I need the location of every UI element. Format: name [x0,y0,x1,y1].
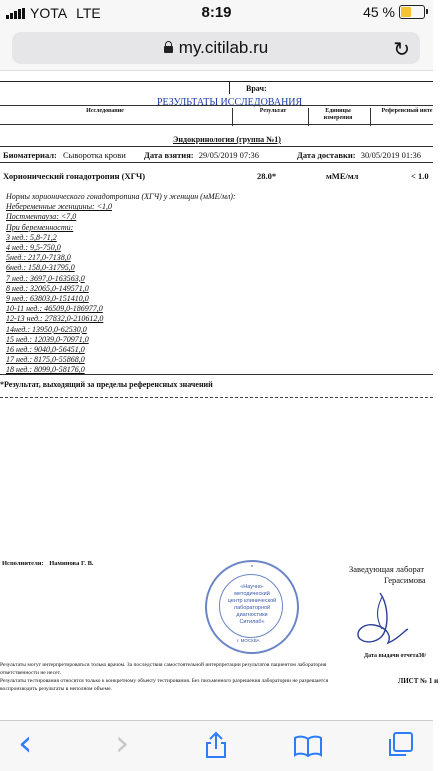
norm-line: 10-11 нед.: 46509,0-186977,0 [6,304,103,314]
stamp-line: лабораторной [233,605,271,611]
column-header: Референсный инте [381,108,433,114]
performers-name: Наминова Г. В. [49,560,94,567]
report-document [0,71,439,720]
norm-line: При беременности: [6,222,74,232]
sheet-number: ЛИСТ № 1 и [398,677,439,685]
norm-line: 6нед.: 158,0-31795,0 [6,263,75,273]
lab-head-title: Заведующая лаборат [349,564,425,574]
browser-address-area [0,26,433,71]
network-type: LTE [76,5,101,21]
performers-label: Исполнители: [2,560,44,567]
stamp-ring: ● [250,563,254,568]
stamp-line: диагностики [236,612,268,618]
norm-line: 8 нед.: 32065,0-149571,0 [6,283,89,293]
norm-line: 4 нед.: 9,5-750,0 [6,243,61,253]
column-header: Результат [259,108,287,114]
footnote: *Результат, выходящий за пределы референсных значений [0,380,213,389]
tabs-icon[interactable] [386,731,414,759]
clock: 8:19 [201,4,232,21]
lab-stamp [205,560,299,654]
address-bar[interactable] [12,32,420,64]
norms-list [6,192,236,376]
battery-icon [399,5,425,19]
delivery-label: Дата доставки: [297,150,356,160]
norm-line: 17 нед.: 8175,0-55868,0 [6,355,85,365]
disclaimer-line: ответственности не несет. [0,670,61,676]
disclaimer-line: Результаты тестирования относятся только к конкретному объекту тестирования. Без письменного разрешения лаборатории не разрешается [0,678,329,684]
column-header: Единицы измерения [323,108,353,121]
battery-percent: 45 % [363,4,395,20]
performers-row [2,560,94,567]
disclaimers [0,661,433,693]
share-icon[interactable] [204,731,228,759]
stamp-line: «Научно- [240,584,264,590]
norm-line: 7 нед.: 3697,0-163563,0 [6,273,85,283]
battery-info [363,4,425,20]
collection-row [144,150,259,160]
collection-label: Дата взятия: [144,150,194,160]
norm-line: 5нед.: 217,0-7138,0 [6,253,71,263]
test-units: мМЕ/мл [326,171,359,181]
norm-line: 3 нед.: 5,8-71,2 [6,232,57,242]
lab-head-name: Герасимова [384,575,426,585]
stamp-text [221,584,283,626]
doctor-label: Врач: [246,84,267,93]
biomaterial-label: Биоматериал: [3,150,57,160]
forward-icon[interactable]: › [115,723,130,764]
norm-line: 18 нед.: 8099,0-58176,0 [6,365,85,375]
test-result: 28.0* [257,171,277,181]
results-table-header [0,105,433,125]
report-heading: РЕЗУЛЬТАТЫ ИССЛЕДОВАНИЯ [157,97,303,108]
norm-line: Небеременные женщины: <1,0 [6,202,113,212]
back-icon[interactable]: ‹ [18,723,33,764]
biomaterial-value: Сыворотка крови [63,150,126,160]
column-header: Исследование [86,108,124,114]
test-reference: < 1.0 [411,171,429,181]
norm-line: 14нед.: 13950,0-62530,0 [6,324,87,334]
bookmarks-icon[interactable] [293,735,323,757]
browser-toolbar [0,720,433,771]
norm-line: 16 нед.: 9040,0-56451,0 [6,345,85,355]
issue-date-label: Дата выдачи отчета30/ [364,653,427,659]
biomaterial-row [3,150,126,160]
norm-line: 12-13 нед.: 27832,0-210612,0 [6,314,104,324]
url-text: my.citilab.ru [178,38,269,57]
norm-line: Постменпауза: <7,0 [6,212,77,222]
test-name: Хорионический гонадотропин (ХГЧ) [3,171,146,181]
stamp-city: г. МОСКВА [237,638,260,643]
stamp-line: методический [234,591,270,597]
reload-icon[interactable]: ↻ [393,39,410,61]
collection-date: 29/05/2019 07:36 [198,150,259,160]
lock-icon [164,46,173,53]
signature [346,589,416,653]
norm-line: 9 нед.: 63803,0-151410,0 [6,294,89,304]
section-title: Эндокринология (группа №1) [173,135,281,144]
disclaimer-line: Результаты могут интерпретироваться только врачом. За последствия самостоятельной интерпретации результатов пациентом лаборатория [0,662,327,668]
status-bar [0,0,433,26]
delivery-row [297,150,421,160]
address-text[interactable] [12,38,420,58]
disclaimer-line: воспроизводить результаты в неполном объеме. [0,686,112,692]
norm-line: Нормы хорионического гонадотропина (ХГЧ) у женщин (мМЕ/мл): [6,192,236,201]
norm-line: 15 нед.: 12039,0-70971,0 [6,334,89,344]
delivery-date: 30/05/2019 01:36 [360,150,421,160]
stamp-line: Ситилаб» [239,619,265,625]
carrier-name: YOTA [30,5,68,21]
stamp-line: центр клинической [227,598,277,604]
